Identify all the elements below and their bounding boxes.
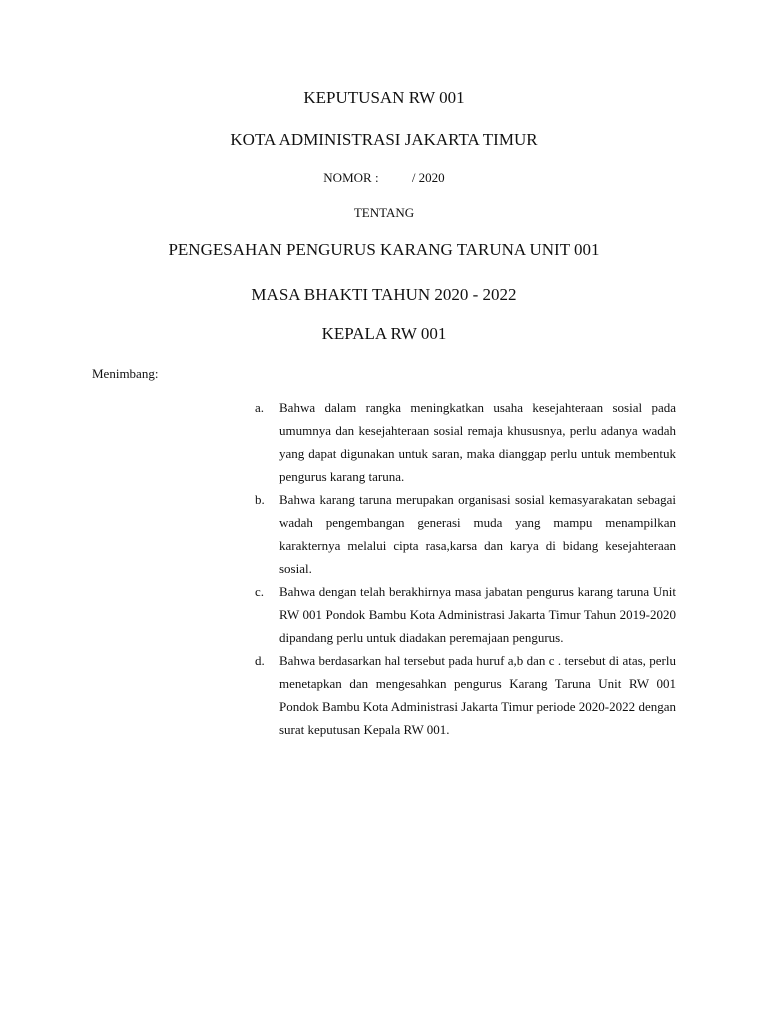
document-authority: KOTA ADMINISTRASI JAKARTA TIMUR bbox=[230, 130, 538, 149]
consideration-text: Bahwa dengan telah berakhirnya masa jabatan pengurus karang taruna Unit RW 001 Pondok Bambu Kota Administrasi Jakarta Timur Tahun 2019-2020 dipandang perlu untuk diadakan peremajaan pengurus. bbox=[279, 584, 676, 645]
consideration-text: Bahwa karang taruna merupakan organisasi sosial kemasyarakatan sebagai wadah pengembangan generasi muda yang mampu menampilkan karakternya melalui cipta rasa,karsa dan karya di bidang kesejahteraan sosial. bbox=[279, 492, 676, 576]
consideration-marker: b. bbox=[255, 492, 265, 507]
menimbang-label: Menimbang: bbox=[92, 366, 159, 381]
document-number-label: NOMOR : bbox=[323, 170, 379, 185]
consideration-marker: d. bbox=[255, 653, 265, 668]
document-title: KEPUTUSAN RW 001 bbox=[303, 88, 465, 107]
consideration-text: Bahwa berdasarkan hal tersebut pada huruf a,b dan c . tersebut di atas, perlu menetapkan dan mengesahkan pengurus Karang Taruna Unit RW 001 Pondok Bambu Kota Administrasi Jakarta Timur periode 2020-2022 dengan surat keputusan Kepala RW 001. bbox=[279, 653, 676, 737]
subject-line-2: MASA BHAKTI TAHUN 2020 - 2022 bbox=[251, 285, 517, 304]
consideration-text: Bahwa dalam rangka meningkatkan usaha kesejahteraan sosial pada umumnya dan kesejahteraan sosial remaja khususnya, perlu adanya wadah yang dapat digunakan untuk saran, maka dianggap perlu untuk membentuk pengurus karang taruna. bbox=[279, 400, 676, 484]
consideration-item bbox=[255, 396, 676, 488]
consideration-item bbox=[255, 580, 676, 649]
consideration-marker: a. bbox=[255, 400, 265, 415]
consideration-marker: c. bbox=[255, 584, 265, 599]
consideration-item bbox=[255, 649, 676, 741]
tentang-heading: TENTANG bbox=[353, 205, 415, 220]
document-number-value: / 2020 bbox=[411, 170, 445, 185]
considerations-list bbox=[255, 396, 676, 741]
subject-line-1: PENGESAHAN PENGURUS KARANG TARUNA UNIT 001 bbox=[168, 240, 600, 259]
issuer-heading: KEPALA RW 001 bbox=[321, 324, 447, 343]
document-number bbox=[0, 170, 768, 186]
consideration-item bbox=[255, 488, 676, 580]
